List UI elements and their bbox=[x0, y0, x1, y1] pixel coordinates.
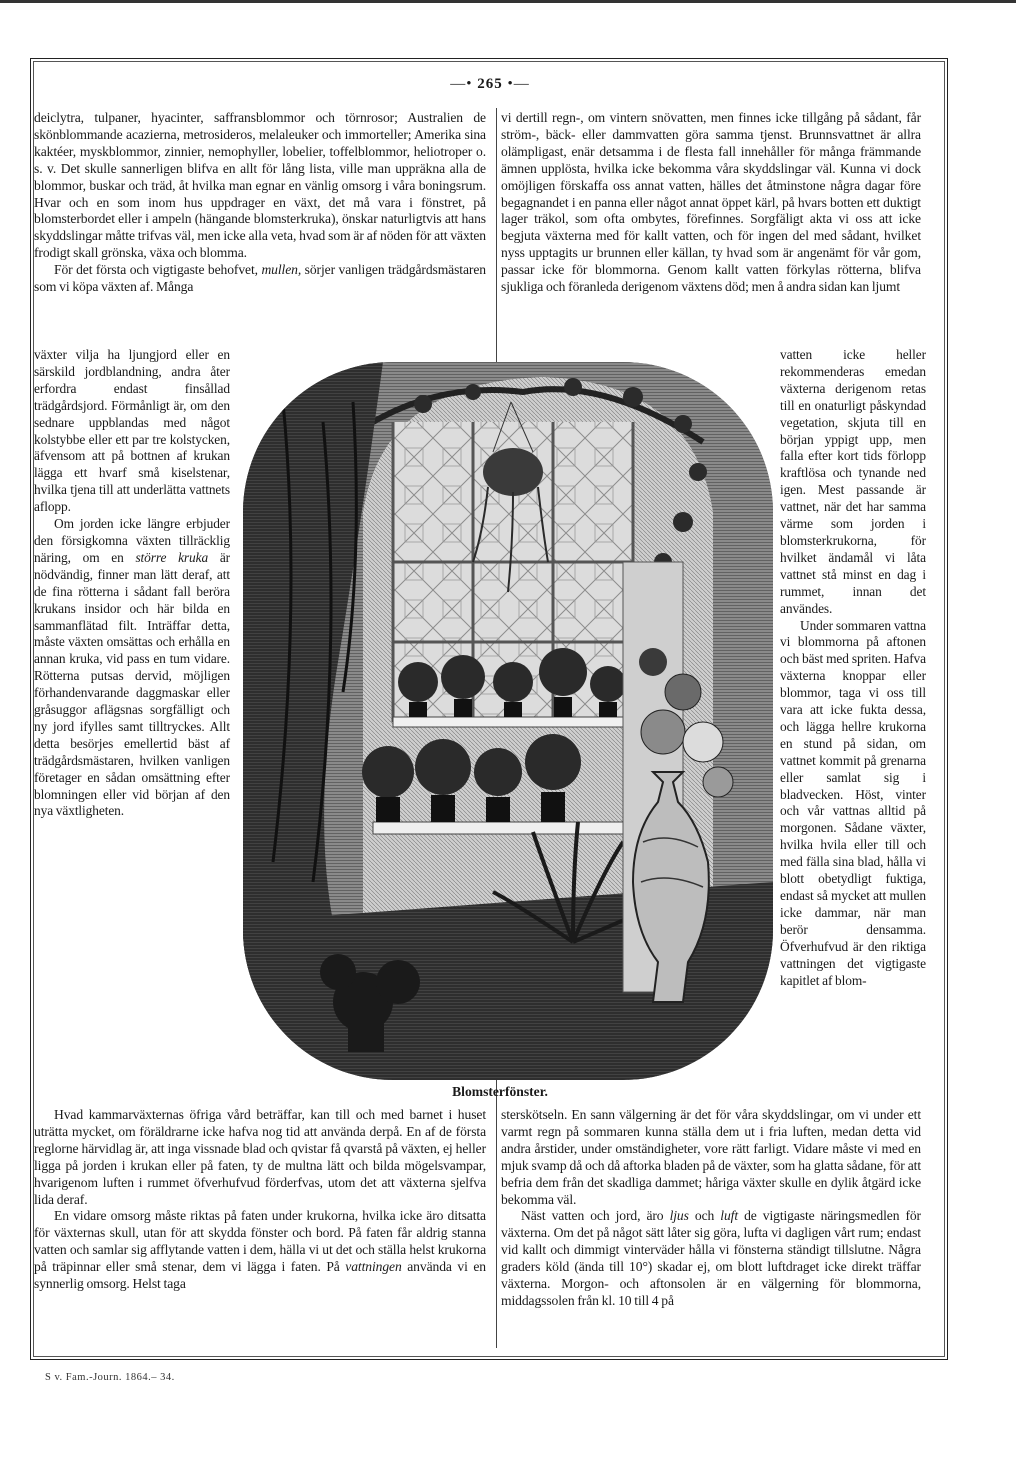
hanging-basket bbox=[483, 448, 543, 496]
left-column-narrow bbox=[34, 347, 230, 820]
flower-window-engraving bbox=[243, 362, 773, 1080]
engraving-svg bbox=[243, 362, 773, 1080]
lower-shelf bbox=[373, 822, 653, 834]
paragraph: vatten icke heller rekommenderas emedan växterna derigenom retas till en onaturligt påskyndad vegetation, skjuta till en början yppigt upp, men falla efter kort tids förlopp kraftlösa och tynande ned igen. Mest passande är vattnet, när det har samma värme som jorden i blomsterkrukorna, för hvilket ändamål vi låta vattnet stå minst en dag i rummet, innan det användes. bbox=[780, 347, 926, 616]
paragraph: vi dertill regn-, om vintern snövatten, men finnes icke tillgång på sådant, får ström-, bäck- eller dammvatten göra samma tjenst. Brunnsvattnet är allra olämpligast, enär detsamma i de flesta fall innehåller för många främmande ämnen upplösta, hvilka icke bekomma våra skyddslingar väl. Kunna vi dock omöjligen förskaffa oss annat vatten, hälles det åtminstone några dagar före begagnandet i en panna eller något annat öppet kärl, på hvars botten ett duktigt lager träkol, som ofta ombytes, förefinnes. Sorgfäligt akta vi oss att icke begjuta växterna med för kallt vatten, och för ingen del med sådant, hvilket nyss upptagits ur brunnen eller källan, ty hvad som är angenämt för vår gom, passar icke för blommorna. Genom kallt vatten förkylas rötterna, blifva sjukliga och föranleda derigenom växtens död; men å andra sidan kan ljumt bbox=[501, 110, 921, 295]
right-column-top bbox=[501, 110, 921, 296]
paragraph: deiclytra, tulpaner, hyacinter, saffransblommor och törnrosor; Australien de skönblommande acazierna, metrosideros, melaleuker och immorteller; Amerika sina kaktéer, myskblommor, zinnier, nemophyller, lobelier, toffelblommor, heliotroper o. s. v. Det skulle sannerligen blifva en allt för lång lista, ville man uppräkna alla de blommor, buskar och träd, åt hvilka man egnar en vänlig omsorg i våra boningsrum. Hvar och en som inom hus uppdrager en växt, det må vara i fönstret, på blomsterbordet eller i ampeln (hängande blomsterkruka), önskar naturligtvis att hans skyddslingar måtte trifvas väl, men icke alla veta, hvad som är af nöden för att växten frodigt skall grönska, växa och blomma. bbox=[34, 110, 486, 261]
paragraph: Om jorden icke längre erbjuder den försigkomna växten tillräcklig näring, om en större kruka är nödvändig, finner man lätt deraf, att de fina rötterna i sådant fall beröra krukans insidor och här bilda en sammanflätad filt. Inträffar detta, måste växten omsättas och erhålla en annan kruka, vid pass en tum vidare. Rötterna putsas dervid, möjligen förhandenvarande daggmaskar eller gråsuggor aflägsnas sorgfälligt och ny jord ifylles samt tilltryckes. Allt detta besörjes emellertid bäst af trädgårdsmästaren, hvilken vanligen företager en sådan omsättning efter blomningen eller vid början af den nya växtligheten. bbox=[34, 516, 231, 819]
page-number: —• 265 •— bbox=[450, 76, 530, 92]
window-sill bbox=[393, 717, 653, 727]
footer-signature: S v. Fam.-Journ. 1864.– 34. bbox=[45, 1372, 175, 1383]
illustration-caption: Blomsterfönster. bbox=[452, 1084, 548, 1099]
paragraph: För det första och vigtigaste behofvet, mullen, sörjer vanligen trädgårdsmästaren som vi köpa växten af. Många bbox=[34, 262, 486, 295]
paragraph: En vidare omsorg måste riktas på faten under krukorna, hvilka icke äro ditsatta för växternas skull, utan för att skydda fönster och bord. På faten får aldrig stanna vatten och samlar sig afflytande vatten i dem, hälla vi ut det och ställa helst krukorna på träpinnar eller små stenar, dem vi lägga i faten. På vattningen använda vi en synnerlig omsorg. Helst taga bbox=[34, 1208, 486, 1292]
left-column-top bbox=[34, 110, 486, 296]
left-column-bottom bbox=[34, 1107, 486, 1293]
right-column-bottom bbox=[501, 1107, 921, 1310]
paragraph: Under sommaren vattna vi blommorna på aftonen och bäst med spriten. Hafva växterna knoppar eller blommor, taga vi oss till vara att icke fukta dessa, och lägga hellre krukorna en stund på sidan, om vattnet kommit på grenarna eller samlat sig i bladvecken. Höst, vinter och vår vattnas alltid på morgonen. Sådane växter, hvilka hvila eller till och med fälla sina blad, hålla vi blott obetydligt fuktiga, endast så mycket att mullen icke dammar, när man berör densamma. Öfverhufvud är den riktiga vattningen det vigtigaste kapitlet af blom- bbox=[780, 617, 926, 988]
paragraph: växter vilja ha ljungjord eller en särskild jordblandning, andra åter erfordra endast finsållad trädgårdsjord. Förmånligt är, om den sednare uppblandas med något kolstybbe eller ett par tre kolstycken, äfvensom att på bottnen af krukan lägga ett hvarf små kiselstenar, hvilka tjena till att underlätta vattnets aflopp. bbox=[34, 347, 230, 515]
right-column-narrow bbox=[780, 347, 926, 989]
scan-edge bbox=[0, 0, 1016, 3]
paragraph: Hvad kammarväxternas öfriga vård beträffar, kan till och med barnet i huset uträtta mycket, om föräldrarne icke hafva nog tid att använda derpå. En af de första reglorne härvidlag är, att inga vissnade blad och qvistar få qvarstå på växten, ej heller ligga på jorden i krukan eller på faten, ty de multna lätt och bilda mögelsvampar, hvarigenom luften i rummet öfverhufvud förderfvas, utom det att växterna sjelfva lida deraf. bbox=[34, 1107, 486, 1207]
paragraph: sterskötseln. En sann välgerning är det för våra skyddslingar, om vi under ett varmt regn på sommaren kunna ställa dem ut i fria luften, medan detta vid andra årstider, under omständigheter, vore rätt farligt. Vidare måste vi med en mjuk svamp då och då aftorka bladen på de växter, som ha glatta sådane, för att befria dem från det skadliga dammet; håriga växter skulle en dylik åtgärd icke bekomma väl. bbox=[501, 1107, 921, 1207]
paragraph: Näst vatten och jord, äro ljus och luft de vigtigaste näringsmedlen för växterna. Om det på något sätt låter sig göra, lufta vi dagligen vårt rum; endast vid kallt och dimmigt vinterväder hålla vi fönsterna ständigt tillslutne. Några graders köld (ända till 10°) skadar ej, om blott luftdraget icke direkt träffar växterna. Morgon- och aftonsolen är en välgerning för blommorna, middagssolen från kl. 10 till 4 på bbox=[501, 1208, 921, 1308]
